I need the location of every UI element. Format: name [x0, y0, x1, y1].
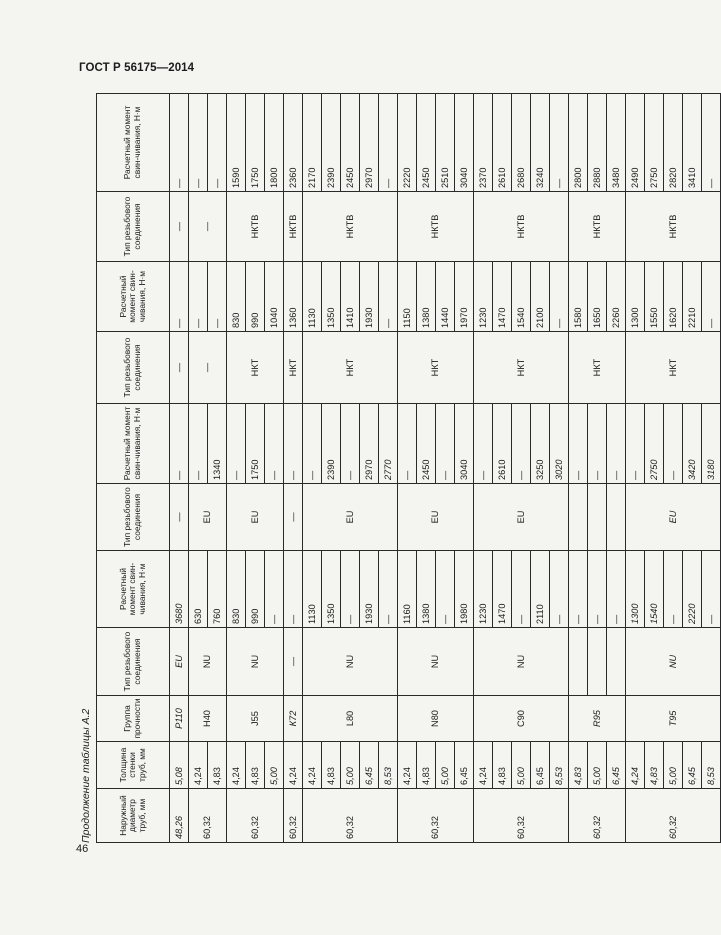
table-cell: 8,53: [550, 742, 569, 789]
table-cell: 60,32: [398, 789, 474, 843]
table-cell: 4,24: [626, 742, 645, 789]
table-cell: —: [379, 94, 398, 192]
table-cell: 3240: [531, 94, 550, 192]
table-cell: 2970: [360, 404, 379, 484]
table-cell: L80: [303, 696, 398, 742]
table-cell: —: [474, 404, 493, 484]
table-cell: EU: [303, 484, 398, 551]
table-cell: EU: [189, 484, 227, 551]
table-cell: 4,83: [322, 742, 341, 789]
table-cell: —: [607, 404, 626, 484]
table-cell: 2210: [683, 262, 702, 332]
table-cell: НКТ: [569, 332, 626, 404]
table-cell: Р110: [170, 696, 189, 742]
table-cell: 2370: [474, 94, 493, 192]
table-cell: 5,00: [436, 742, 455, 789]
table-cell: 2680: [512, 94, 531, 192]
table-cell: 6,45: [531, 742, 550, 789]
table-cell: —: [284, 628, 303, 696]
table-cell: 1410: [341, 262, 360, 332]
table-cell: —: [170, 404, 189, 484]
table-cell: 4,24: [227, 742, 246, 789]
table-cell: 4,83: [645, 742, 664, 789]
table-row: [626, 94, 645, 843]
table-cell: 990: [246, 551, 265, 628]
table-cell: —: [303, 404, 322, 484]
table-cell: 1440: [436, 262, 455, 332]
table-cell: —: [702, 94, 721, 192]
header-makeup-torque: Расчетный момент свин-чивания, Н·м: [97, 551, 170, 628]
table-cell: EU: [398, 484, 474, 551]
table-caption: Продолжение таблицы А.2: [80, 708, 92, 843]
table-cell: —: [284, 551, 303, 628]
table-cell: —: [189, 262, 208, 332]
table-cell: 2750: [645, 404, 664, 484]
table-cell: —: [664, 404, 683, 484]
table-row: [284, 94, 303, 843]
table-cell: 8,53: [379, 742, 398, 789]
header-connection-type: Тип резьбового соединения: [97, 192, 170, 262]
table-cell: 1470: [493, 551, 512, 628]
table-row: [189, 94, 208, 843]
table-cell: 4,83: [208, 742, 227, 789]
table-cell: 2260: [607, 262, 626, 332]
table-cell: 3040: [455, 94, 474, 192]
table-cell: 1590: [227, 94, 246, 192]
table-cell: 60,32: [189, 789, 227, 843]
table-cell: НКТ: [474, 332, 569, 404]
table-cell: EU: [474, 484, 569, 551]
table-cell: R95: [569, 696, 626, 742]
table-cell: Т95: [626, 696, 721, 742]
table-cell: 1540: [512, 262, 531, 332]
table-cell: —: [170, 484, 189, 551]
header-makeup-torque: Расчетный момент свин-чивания, Н·м: [97, 94, 170, 192]
table-cell: 5,00: [588, 742, 607, 789]
table-cell: 5,00: [512, 742, 531, 789]
table-cell: 4,24: [189, 742, 208, 789]
table-cell: 830: [227, 262, 246, 332]
table-cell: 3040: [455, 404, 474, 484]
table-cell: 1230: [474, 551, 493, 628]
table-row: [569, 94, 588, 843]
table-cell: —: [512, 404, 531, 484]
header-strength-group: Группа прочности: [97, 696, 170, 742]
table-cell: 3420: [683, 404, 702, 484]
table-cell: 2750: [645, 94, 664, 192]
header-wall-thickness: Толщина стенки труб, мм: [97, 742, 170, 789]
table-cell: 2110: [531, 551, 550, 628]
table-cell: 2450: [417, 404, 436, 484]
table-cell: —: [227, 404, 246, 484]
table-cell: 4,83: [569, 742, 588, 789]
table-cell: —: [189, 332, 227, 404]
table-cell: 1040: [265, 262, 284, 332]
table-cell: —: [170, 332, 189, 404]
table-cell: —: [208, 94, 227, 192]
table-cell: 1930: [360, 551, 379, 628]
table-cell: 1300: [626, 551, 645, 628]
table-cell: EU: [626, 484, 721, 551]
table-cell: 760: [208, 551, 227, 628]
table-cell: 5,00: [265, 742, 284, 789]
table-cell: —: [341, 404, 360, 484]
table-cell: 1580: [569, 262, 588, 332]
table-cell: NU: [398, 628, 474, 696]
table-cell: 6,45: [683, 742, 702, 789]
table-cell: 60,32: [626, 789, 721, 843]
table-cell: 2800: [569, 94, 588, 192]
table-cell: НКТВ: [474, 192, 569, 262]
table-cell: —: [265, 551, 284, 628]
table-cell: НКТ: [398, 332, 474, 404]
table-cell: 8,53: [702, 742, 721, 789]
table-cell: 830: [227, 551, 246, 628]
table-cell: —: [341, 551, 360, 628]
table-cell: J55: [227, 696, 284, 742]
table-cell: —: [588, 551, 607, 628]
table-row: [474, 94, 493, 843]
table-cell: 4,83: [493, 742, 512, 789]
table-cell: —: [170, 192, 189, 262]
table-cell: 2970: [360, 94, 379, 192]
table-cell: 1300: [626, 262, 645, 332]
table-cell: 3410: [683, 94, 702, 192]
table-cell: 1350: [322, 551, 341, 628]
table-cell: 60,32: [474, 789, 569, 843]
table-cell: 1150: [398, 262, 417, 332]
table-cell: НКТ: [227, 332, 284, 404]
table-cell: 2450: [417, 94, 436, 192]
table-cell: 1550: [645, 262, 664, 332]
table-cell: 48,26: [170, 789, 189, 843]
table-cell: NU: [227, 628, 284, 696]
table-cell: —: [189, 404, 208, 484]
table-cell: НКТВ: [284, 192, 303, 262]
table-cell: —: [626, 404, 645, 484]
table-cell: НКТВ: [569, 192, 626, 262]
table-cell: 2610: [493, 94, 512, 192]
table-cell: —: [569, 404, 588, 484]
table-row: [303, 94, 322, 843]
table-cell: 2510: [436, 94, 455, 192]
table-cell: 630: [189, 551, 208, 628]
table-cell: —: [550, 94, 569, 192]
table-cell: 5,00: [341, 742, 360, 789]
table-cell: 2880: [588, 94, 607, 192]
table-cell: —: [569, 551, 588, 628]
table-cell: —: [702, 262, 721, 332]
table-cell: —: [379, 551, 398, 628]
table-cell: 1750: [246, 94, 265, 192]
table-cell: [607, 484, 626, 551]
header-outer-diameter: Наружный диаметр труб, мм: [97, 789, 170, 843]
document-header: ГОСТ Р 56175—2014: [79, 62, 195, 74]
table-cell: 1160: [398, 551, 417, 628]
table-cell: —: [284, 404, 303, 484]
table-cell: —: [607, 551, 626, 628]
table-cell: 4,83: [246, 742, 265, 789]
table-cell: —: [189, 94, 208, 192]
header-connection-type: Тип резьбового соединения: [97, 484, 170, 551]
table-cell: EU: [227, 484, 284, 551]
table-body: [170, 94, 721, 843]
table-cell: 2220: [398, 94, 417, 192]
table-cell: —: [702, 551, 721, 628]
table-cell: 1930: [360, 262, 379, 332]
table-cell: 1970: [455, 262, 474, 332]
table-cell: [569, 628, 588, 696]
table-cell: НКТВ: [303, 192, 398, 262]
table-cell: 6,45: [360, 742, 379, 789]
table-cell: NU: [189, 628, 227, 696]
table-cell: 1230: [474, 262, 493, 332]
table-cell: Н40: [189, 696, 227, 742]
table-cell: 2390: [322, 94, 341, 192]
table-cell: 2820: [664, 94, 683, 192]
table-cell: —: [588, 404, 607, 484]
table-cell: 2490: [626, 94, 645, 192]
table-cell: —: [189, 192, 227, 262]
table-cell: —: [550, 262, 569, 332]
table-cell: 3180: [702, 404, 721, 484]
table-cell: 4,24: [474, 742, 493, 789]
header-connection-type: Тип резьбового соединения: [97, 628, 170, 696]
page-number: 46: [76, 843, 89, 855]
table-cell: 1650: [588, 262, 607, 332]
rotated-table-block: [76, 94, 716, 843]
table-cell: 1800: [265, 94, 284, 192]
table-cell: НКТ: [626, 332, 721, 404]
table-cell: 3680: [170, 551, 189, 628]
table-cell: С90: [474, 696, 569, 742]
table-cell: EU: [170, 628, 189, 696]
table-cell: 60,32: [569, 789, 626, 843]
table-cell: 2610: [493, 404, 512, 484]
table-cell: 2390: [322, 404, 341, 484]
table-cell: 4,83: [417, 742, 436, 789]
table-cell: 2770: [379, 404, 398, 484]
table-cell: NU: [626, 628, 721, 696]
table-cell: 4,24: [284, 742, 303, 789]
table-cell: [607, 628, 626, 696]
table-cell: 4,24: [303, 742, 322, 789]
table-cell: 1130: [303, 262, 322, 332]
table-row: [170, 94, 189, 843]
header-connection-type: Тип резьбового соединения: [97, 332, 170, 404]
table-cell: —: [170, 262, 189, 332]
table-cell: —: [664, 551, 683, 628]
table-cell: —: [436, 404, 455, 484]
table-cell: 1340: [208, 404, 227, 484]
table-cell: НКТВ: [626, 192, 721, 262]
table-cell: 2360: [284, 94, 303, 192]
table-cell: 3020: [550, 404, 569, 484]
table-cell: 5,08: [170, 742, 189, 789]
table-cell: NU: [474, 628, 569, 696]
table-cell: 3480: [607, 94, 626, 192]
table-cell: 1620: [664, 262, 683, 332]
table-row: [227, 94, 246, 843]
table-cell: 2220: [683, 551, 702, 628]
table-cell: К72: [284, 696, 303, 742]
table-cell: —: [170, 94, 189, 192]
table-cell: 6,45: [455, 742, 474, 789]
table-cell: 2450: [341, 94, 360, 192]
table-cell: [569, 484, 588, 551]
table-cell: 1540: [645, 551, 664, 628]
table-header-row: [97, 94, 170, 843]
header-makeup-torque: Расчетный момент свин-чивания, Н·м: [97, 262, 170, 332]
table-cell: 60,32: [284, 789, 303, 843]
table-cell: N80: [398, 696, 474, 742]
header-makeup-torque: Расчетный момент свин-чивания, Н·м: [97, 404, 170, 484]
table-cell: НКТВ: [398, 192, 474, 262]
table-cell: [588, 628, 607, 696]
table-cell: —: [512, 551, 531, 628]
torque-table: [96, 93, 721, 843]
table-cell: НКТВ: [227, 192, 284, 262]
table-cell: —: [550, 551, 569, 628]
table-cell: —: [398, 404, 417, 484]
table-cell: 60,32: [227, 789, 284, 843]
table-cell: —: [379, 262, 398, 332]
table-cell: 1360: [284, 262, 303, 332]
table-cell: 6,45: [607, 742, 626, 789]
table-cell: 4,24: [398, 742, 417, 789]
table-cell: НКТ: [284, 332, 303, 404]
table-cell: 2170: [303, 94, 322, 192]
table-cell: 1350: [322, 262, 341, 332]
table-cell: 1380: [417, 551, 436, 628]
table-cell: 1750: [246, 404, 265, 484]
table-cell: 60,32: [303, 789, 398, 843]
table-cell: 3250: [531, 404, 550, 484]
table-cell: 5,00: [664, 742, 683, 789]
table-cell: НКТ: [303, 332, 398, 404]
table-cell: 1380: [417, 262, 436, 332]
table-row: [398, 94, 417, 843]
table-cell: 1980: [455, 551, 474, 628]
table-cell: —: [436, 551, 455, 628]
table-cell: 990: [246, 262, 265, 332]
table-cell: —: [284, 484, 303, 551]
table-cell: —: [265, 404, 284, 484]
table-cell: 1130: [303, 551, 322, 628]
table-cell: NU: [303, 628, 398, 696]
table-cell: 2100: [531, 262, 550, 332]
table-cell: —: [208, 262, 227, 332]
table-cell: 1470: [493, 262, 512, 332]
table-cell: [588, 484, 607, 551]
